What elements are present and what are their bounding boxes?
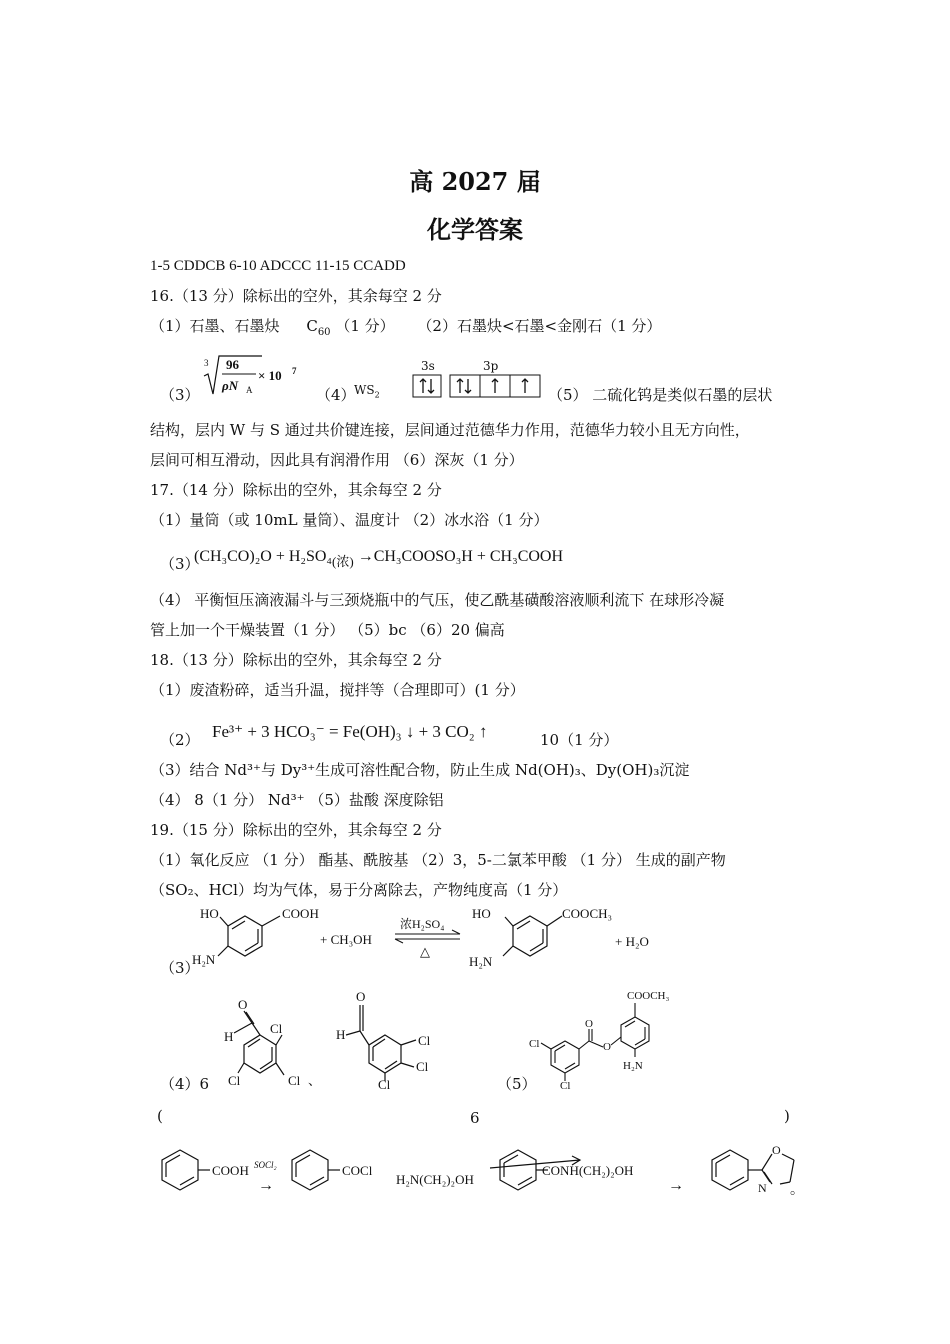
syn-reagent: H₂N(CH₂)₂OH [396, 1172, 474, 1187]
q19-p5-label: （5） [497, 1075, 537, 1093]
q19-p5-structure [525, 985, 695, 1090]
svg-text:O: O [238, 997, 248, 1012]
q17-line4: 管上加一个干燥装置（1 分） （5）bc （6）20 偏高 [150, 621, 505, 639]
svg-text:O: O [585, 1018, 593, 1030]
svg-text:+ CH₃OH: + CH₃OH [320, 932, 372, 947]
svg-text:COOCH₃: COOCH₃ [562, 906, 613, 921]
orbital-3p-label: 3p [483, 359, 499, 373]
q16-c60: $C_{60}$ [306, 317, 331, 338]
q18-line3: （3）结合 Nd³⁺与 Dy³⁺生成可溶性配合物，防止生成 Nd(OH)₃、Dy(OH)₃沉淀 [150, 761, 690, 779]
page-title: 高 2027 届 [409, 167, 541, 196]
q16-part2: （2）石墨炔<石墨<金刚石（1 分） [417, 317, 662, 335]
syn-amide: CONH(CH₂)₂OH [542, 1163, 634, 1178]
q16-part1: （1）石墨、石墨炔 [150, 317, 280, 335]
svg-text:H₂N: H₂N [192, 952, 216, 967]
q17-line3: （4） 平衡恒压滴液漏斗与三颈烧瓶中的气压，使乙酰基磺酸溶液顺利流下 在球形冷凝 [150, 591, 725, 609]
svg-text:H: H [336, 1027, 346, 1042]
svg-text:HO: HO [200, 906, 219, 921]
formula-den-sub: A [246, 385, 253, 395]
svg-text:O: O [356, 989, 366, 1004]
svg-text:H₂N: H₂N [623, 1060, 643, 1072]
svg-text:H: H [224, 1029, 234, 1044]
formula-exp: 7 [292, 366, 297, 376]
q19-heading: 19.（15 分）除标出的空外，其余每空 2 分 [150, 821, 442, 839]
svg-text:Cl: Cl [378, 1077, 391, 1092]
q16-c60-score: （1 分） [335, 317, 395, 335]
product-structure [503, 916, 562, 956]
svg-text:Cl: Cl [418, 1033, 431, 1048]
eq-arrow-icon: → [357, 548, 374, 565]
mc-answers: 1-5 CDDCB 6-10 ADCCC 11-15 CCADD [150, 258, 406, 274]
q19-line2: （SO₂、HCl）均为气体，易于分离除去，产物纯度高（1 分） [150, 881, 568, 899]
q16-p3-label: （3） [160, 386, 200, 404]
q19-p6-close: ) [784, 1107, 790, 1125]
q16-p4-label: （4） [316, 386, 356, 404]
formula-numerator: 96 [226, 357, 239, 372]
isomer-structures [210, 985, 470, 1090]
q19-line1: （1）氧化反应 （1 分） 酯基、酰胺基 （2）3，5-二氯苯甲酸 （1 分） 生成的副产物 [150, 851, 726, 869]
esterification-reaction [190, 902, 690, 974]
q19-p6-open: ( [157, 1107, 163, 1125]
svg-text:HO: HO [472, 906, 491, 921]
svg-text:COOH: COOH [282, 906, 319, 921]
orbital-diagram [412, 373, 536, 399]
q17-p3-label: （3） [160, 555, 200, 573]
formula-denominator: ρN [222, 378, 239, 393]
ws2-formula: $WS_2$ [354, 383, 380, 400]
svg-text:Cl: Cl [228, 1073, 241, 1088]
q18-line4: （4） 8（1 分） Nd³⁺ （5）盐酸 深度除铝 [150, 791, 444, 809]
syn-arrow-2-icon: → [668, 1177, 684, 1194]
svg-text:Cl: Cl [288, 1073, 301, 1088]
svg-text:Cl: Cl [270, 1021, 283, 1036]
q19-p6-number: 6 [470, 1109, 480, 1127]
svg-text:COOCH₃: COOCH₃ [627, 990, 670, 1002]
q17-equation [194, 547, 563, 567]
q16-line1 [150, 316, 661, 343]
q18-line1: （1）废渣粉碎，适当升温，搅拌等（合理即可）(1 分） [150, 681, 525, 699]
svg-text:Cl: Cl [560, 1080, 571, 1092]
q19-p3-label: （3） [160, 959, 200, 977]
eq-products: CH₃COOSO₃H + CH₃COOH [373, 548, 564, 565]
root-index: 3 [204, 358, 209, 368]
svg-text:Cl: Cl [529, 1038, 540, 1050]
syn-ring-o: O [772, 1143, 781, 1157]
reactant-structure [218, 916, 280, 956]
svg-text:Cl: Cl [416, 1059, 429, 1074]
q16-p5: （5） 二硫化钨是类似石墨的层状 [548, 386, 773, 404]
syn-ring-n: N [758, 1181, 767, 1195]
q18-p2-label: （2） [160, 731, 200, 749]
svg-text:H₂N: H₂N [469, 954, 493, 969]
eq-reactants: (CH₃CO)₂O + H₂SO₄ [194, 548, 333, 565]
orbital-3s-label: 3s [421, 359, 435, 373]
syn-end: 。 [790, 1183, 804, 1198]
q19-p4-label: （4）6 [160, 1075, 210, 1093]
q18-equation: Fe³⁺ + 3 HCO₃⁻ = Fe(OH)₃ ↓ + 3 CO₂ ↑ [212, 722, 488, 741]
density-formula [200, 352, 310, 400]
formula-tail: × 10 [258, 368, 282, 383]
syn-cooh: COOH [212, 1163, 249, 1178]
q16-line4: 层间可相互滑动，因此具有润滑作用 （6）深灰（1 分） [150, 451, 524, 469]
page-subtitle: 化学答案 [427, 215, 523, 244]
svg-text:、: 、 [308, 1073, 322, 1088]
q18-heading: 18.（13 分）除标出的空外，其余每空 2 分 [150, 651, 442, 669]
q16-line3: 结构，层内 W 与 S 通过共价键连接，层间通过范德华力作用，范德华力较小且无方向性， [150, 421, 750, 439]
svg-text:△: △ [420, 944, 430, 959]
syn-arrow-1-icon: → [258, 1177, 274, 1194]
svg-text:浓H₂SO₄: 浓H₂SO₄ [400, 917, 445, 931]
synthesis-route [150, 1138, 810, 1198]
q17-heading: 17.（14 分）除标出的空外，其余每空 2 分 [150, 481, 442, 499]
svg-text:O: O [603, 1041, 611, 1053]
q17-line1: （1）量筒（或 10mL 量筒）、温度计 （2）冰水浴（1 分） [150, 511, 549, 529]
q18-p2-tail: 10（1 分） [540, 731, 619, 749]
eq-condition: (浓) [332, 554, 354, 569]
svg-text:+ H₂O: + H₂O [615, 934, 649, 949]
q16-heading: 16.（13 分）除标出的空外，其余每空 2 分 [150, 287, 442, 305]
syn-cocl: COCl [342, 1163, 373, 1178]
syn-socl2: SOCl₂ [254, 1160, 277, 1170]
